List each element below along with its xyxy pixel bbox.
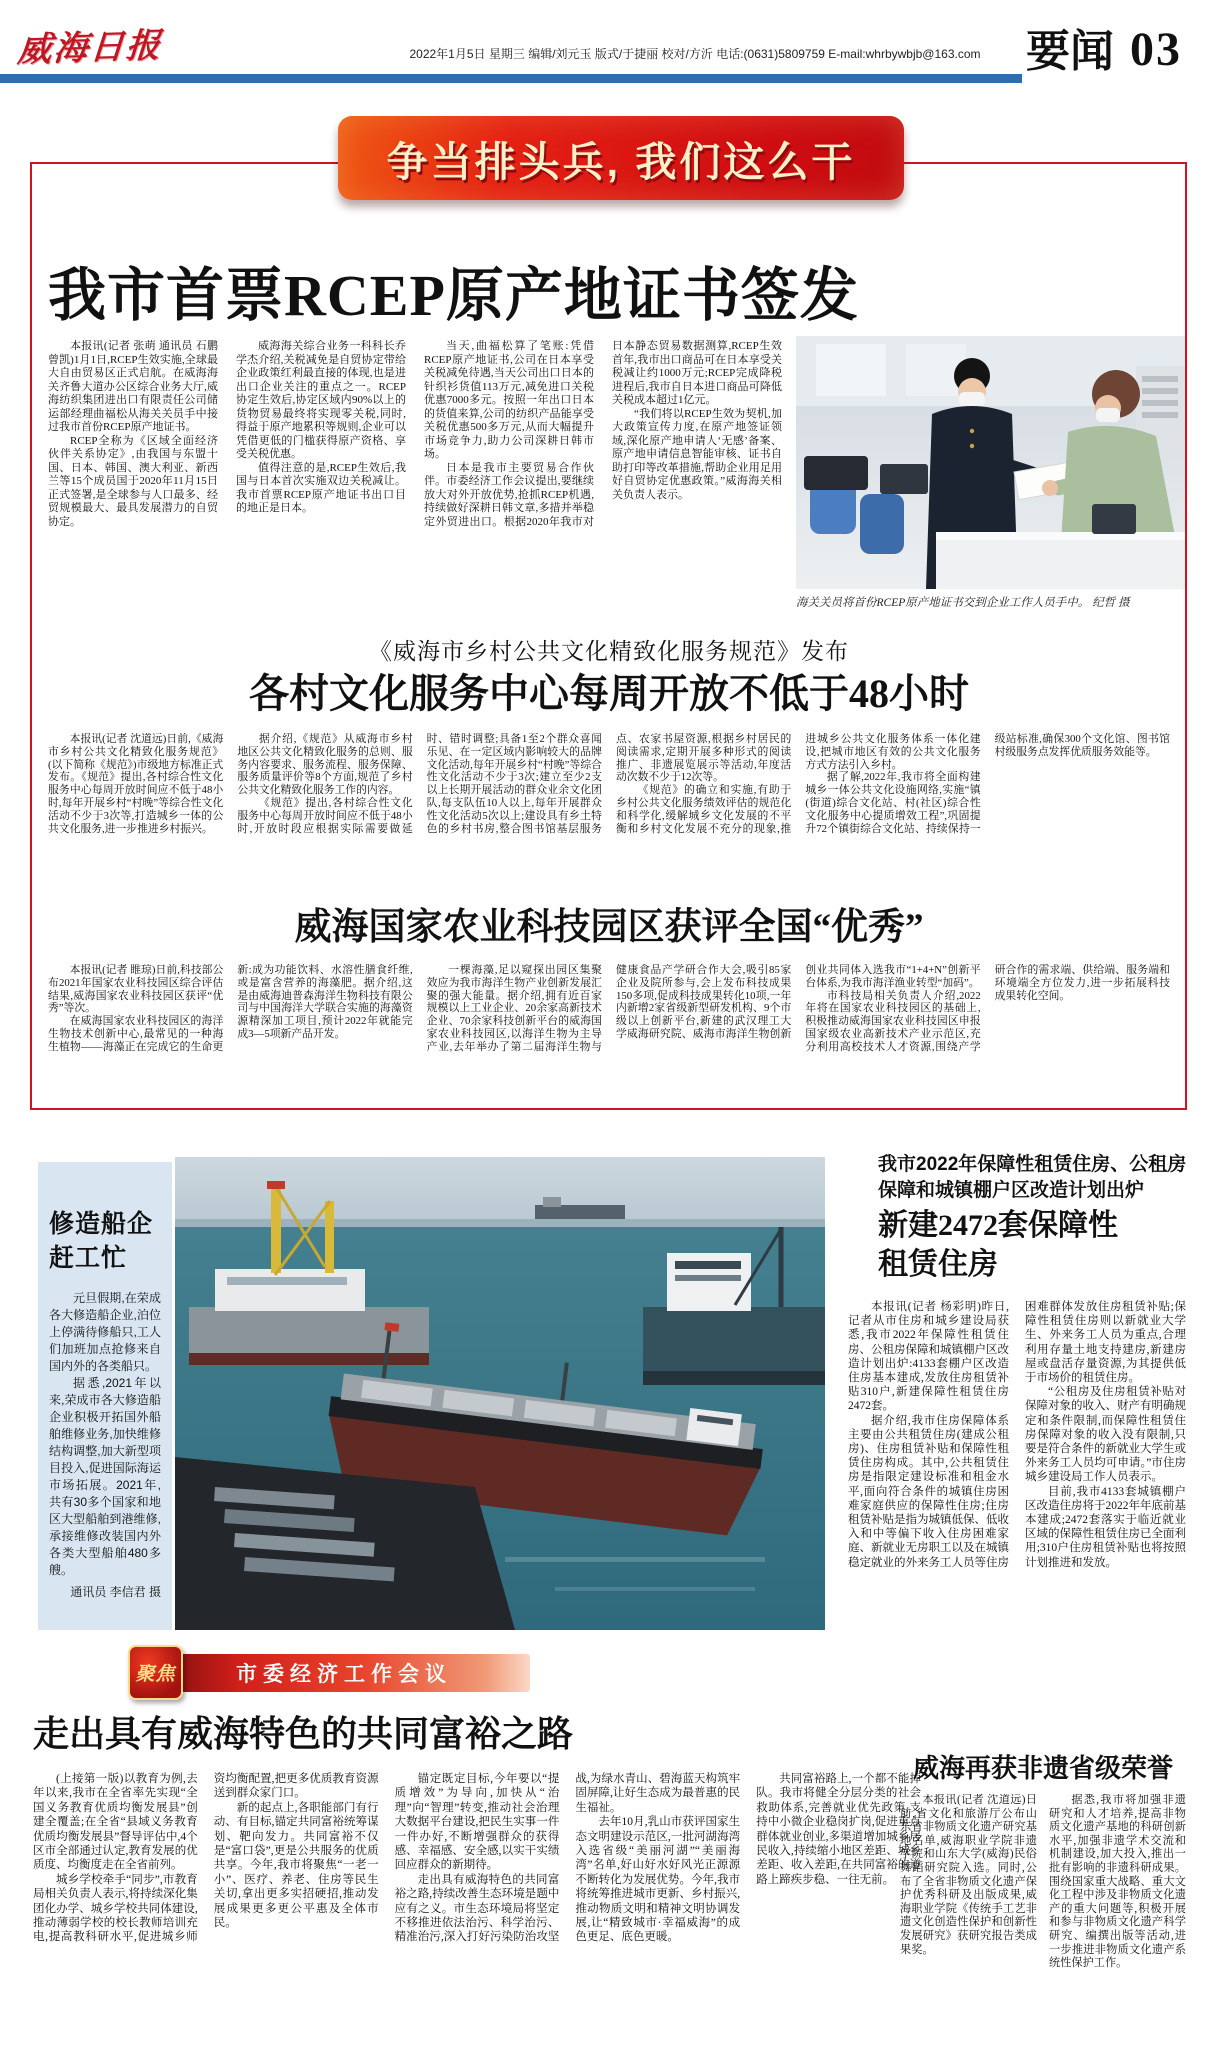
rcep-headline: 我市首票RCEP原产地证书签发 — [48, 263, 859, 328]
prosperity-article-body: (上接第一版)以教育为例,去年以来,我市在全省率先实现“全国义务教育优质均衡发展县”创建全覆盖;在全省“县域义务教育优质均衡发展县”督导评估中,4个区市全部通过认定,教育发展的优质度、均衡度走在全省前列。 城乡学校牵手“同步”,市教育局相关负责人表示,将持续深化集团化办学、城乡学校共同体建设,推动薄弱学校的校长教师培训充电,提高教科研水平,促进城乡师资均衡配置,把更多优质教育资源送到群众家门口。 新的起点上,各职能部门有行动、有目标,锚定共同富裕统筹谋划、靶向发力。共同富裕不仅是“富口袋”,更是公共服务的优质共享。今年,我市将聚焦“一老一小”、医疗、养老、住房等民生关切,拿出更多实招硬招,推动发展成果更多更公平惠及全体市民。 锚定既定目标,今年要以“提质增效”为导向,加快从“治理”向“智理”转变,推动社会治理大数据平台建设,把民生实事一件一件办好,不断增强群众的获得感、幸福感、安全感,以实干实绩回应群众的新期待。 走出具有威海特色的共同富裕之路,持续改善生态环境是题中应有之义。市生态环境局将坚定不移推进依法治污、科学治污、精准治污,深入打好污染防治攻坚战,为绿水青山、碧海蓝天构筑牢固屏障,让好生态成为最普惠的民生福祉。 去年10月,乳山市获评国家生态文明建设示范区,一批河湖海湾入选省级“美丽河湖”“美丽海湾”名单,好山好水好风光正源源不断转化为发展优势。今年,我市将统筹推进城市更新、乡村振兴,推动物质文明和精神文明协调发展,让“精致城市·幸福威海”的成色更足、底色更暖。 共同富裕路上,一个都不能掉队。我市将健全分层分类的社会救助体系,完善就业优先政策,支持中小微企业稳岗扩岗,促进重点群体就业创业,多渠道增加城乡居民收入,持续缩小地区差距、城乡差距、收入差距,在共同富裕的道路上蹄疾步稳、一往无前。 — [33, 1773, 921, 1944]
series-banner — [338, 116, 904, 200]
masthead-dateline: 2022年1月5日 星期三 编辑/刘元玉 版式/于捷丽 校对/方沂 电话:(0631)5809759 E-mail:whrbywbjb@163.com — [409, 47, 981, 61]
distant-ship — [535, 1205, 625, 1219]
housing-kicker-line2: 保障和城镇棚户区改造计划出炉 — [878, 1179, 1145, 1201]
shipyard-brief-body: 元旦假期,在荣成各大修造船企业,泊位上停满待修船只,工人们加班加点抢修来自国内外的各类船只。 据悉,2021年以来,荣成市各大修造船企业积极开拓国外船舶维修业务,加快维修结构调整,加大新型项目投入,促进国际海运市场拓展。2021年,共有30多个国家和地区大型船舶到港维修,承接维修改装国内外各类大型船舶480多艘。 — [49, 1290, 161, 1577]
focus-emblem-icon — [128, 1645, 183, 1700]
shipyard-brief-panel — [38, 1162, 172, 1630]
rcep-photo — [796, 336, 1185, 589]
masthead-rule — [0, 74, 1022, 83]
shipyard-photo — [175, 1157, 825, 1630]
rcep-article-body: 本报讯(记者 张萌 通讯员 石鹏 曾凯)1月1日,RCEP生效实施,全球最大自由贸易区正式启航。在威海海关齐鲁大道办公区综合业务大厅,威海纺织集团进出口有限责任公司储运部经理曲福松从海关关员手中接过我市首份RCEP原产地证书。 RCEP全称为《区域全面经济伙伴关系协定》,由我国与东盟十国、日本、韩国、澳大利亚、新西兰等15个成员国于2020年11月15日正式签署,是全球参与人口最多、经贸规模最大、最具发展潜力的自贸协定。 威海海关综合业务一科科长乔学杰介绍,关税减免是自贸协定带给企业政策红利最直接的体现,也是进出口企业关注的重点之一。RCEP协定生效后,协定区域内90%以上的货物贸易最终将实现零关税,同时,得益于原产地累积等规则,企业可以凭借更低的门槛获得原产资格、享受关税优惠。 值得注意的是,RCEP生效后,我国与日本首次实施双边关税减让。我市首票RCEP原产地证书出口目的地正是日本。 当天,曲福松算了笔账:凭借RCEP原产地证书,公司在日本享受关税减免待遇,当天公司出口日本的针织衫货值113万元,减免进口关税优惠7000多元。按照一年出口日本的货值来算,公司的纺织产品能享受关税优惠500多万元,从而大幅提升市场竞争力,助力公司深耕日韩市场。 日本是我市主要贸易合作伙伴。市委经济工作会议提出,要继续放大对外开放优势,抢抓RCEP机遇,持续做好深耕日韩文章,多措并举稳定外贸进出口。根据2020年我市对日本静态贸易数据测算,RCEP生效首年,我市出口商品可在日本享受关税减让约1000万元;RCEP完成降税进程后,我市自日本进口商品可降低关税成本超过1亿元。 “我们将以RCEP生效为契机,加大政策宣传力度,在原产地签证领域,深化原产地申请人‘无感’备案、原产地申请信息智能审核、证书自助打印等改革措施,帮助企业用足用好自贸协定优惠政策。”威海海关相关负责人表示。 — [48, 340, 782, 528]
culture-article-body: 本报讯(记者 沈道远)日前,《威海市乡村公共文化精致化服务规范》(以下简称《规范》)市级地方标准正式发布。《规范》提出,各村综合性文化服务中心每周开放时间应不低于48小时,每年开展乡村“村晚”等综合性文化活动不少于3次等,打造城乡一体的公共文化服务,进一步推进乡村振兴。 据介绍,《规范》从威海市乡村地区公共文化精致化服务的总则、服务内容要求、服务流程、服务保障、服务质量评价等8个方面,规范了乡村公共文化精致化服务工作的内容。 《规范》提出,各村综合性文化服务中心每周开放时间应不低于48小时,开放时段应根据实际需要做延时、错时调整;具备1至2个群众喜闻乐见、在一定区域内影响较大的品牌文化活动,每年开展乡村“村晚”等综合性文化活动不少于3次;建立至少2支以上长期开展活动的群众业余文化团队,每支队伍10人以上,每年开展群众性文化活动5次以上;建设具有乡土特色的乡村书房,整合图书馆基层服务点、农家书屋资源,根据乡村居民的阅读需求,定期开展多种形式的阅读推广、非遗展览展示等活动,年度活动次数不少于12次等。 《规范》的确立和实施,有助于乡村公共文化服务绩效评估的规范化和科学化,缓解城乡文化发展的不平衡和乡村文化发展不充分的现象,推进城乡公共文化服务体系一体化建设,把城市地区有效的公共文化服务方式方法引入乡村。 据了解,2022年,我市将全面构建城乡一体公共文化设施网络,实施“镇(街道)综合文化站、村(社区)综合性文化服务中心提质增效工程”,巩固提升72个镇街综合文化站、持续保持一级站标准,确保300个文化馆、图书馆村级服务点发挥优质服务效能等。 — [48, 733, 1170, 835]
rcep-photo-caption: 海关关员将首份RCEP原产地证书交到企业工作人员手中。 纪哲 摄 — [796, 597, 1130, 609]
heritage-headline: 威海再获非遗省级荣誉 — [912, 1754, 1173, 1783]
housing-headline-line1: 新建2472套保障性 — [878, 1209, 1118, 1242]
series-banner-label: 争当排头兵, 我们这么干 — [386, 138, 856, 185]
shipyard-title-line1: 修造船企 — [49, 1211, 154, 1238]
housing-headline — [878, 1206, 1190, 1284]
agritech-headline: 威海国家农业科技园区获评全国“优秀” — [294, 907, 924, 948]
page-number: 03 — [1130, 23, 1182, 76]
focus-emblem-label: 聚焦 — [135, 1664, 176, 1685]
culture-kicker: 《威海市乡村公共文化精致化服务规范》发布 — [369, 639, 849, 664]
housing-headline-line2: 租赁住房 — [878, 1248, 998, 1281]
shipyard-harbor-scene — [175, 1157, 825, 1630]
customs-office-scene — [796, 336, 1185, 589]
heritage-article-body: 本报讯(记者 沈道远)日前,省文化和旅游厅公布山东省非物质文化遗产研究基地名单,威海职业学院非遗学院和山东大学(威海)民俗舞蹈研究院入选。同时,公布了全省非物质文化遗产保护优秀科研及出版成果,威海职业学院《传统手工艺非遗文化创造性保护和创新性发展研究》获研究报告类成果奖。 据悉,我市将加强非遗研究和人才培养,提高非物质文化遗产基地的科研创新水平,加强非遗学术交流和机制建设,加大投入,推出一批有影响的非遗科研成果。围绕国家重大战略、重大文化工程中涉及非物质文化遗产的重大问题等,积极开展和参与非物质文化遗产科学研究、编撰出版等活动,进一步推进非物质文化遗产系统性保护工作。 — [900, 1794, 1186, 1970]
section-name: 要闻 — [1026, 27, 1114, 76]
service-counter — [936, 536, 1185, 589]
shipyard-title-line2: 赶工忙 — [49, 1244, 128, 1272]
prosperity-headline: 走出具有威海特色的共同富裕之路 — [33, 1714, 574, 1754]
housing-kicker-line1: 我市2022年保障性租赁住房、公租房 — [878, 1154, 1187, 1175]
shipyard-byline: 通讯员 李信君 摄 — [70, 1584, 161, 1599]
housing-article-body: 本报讯(记者 杨彩明)昨日,记者从市住房和城乡建设局获悉,我市2022年保障性租赁住房、公租房保障和城镇棚户区改造计划出炉:4133套棚户区改造住房基本建成,发放住房租赁补贴310户,新建保障性租赁住房2472套。 据介绍,我市住房保障体系主要由公共租赁住房(建成公租房)、住房租赁补贴和保障性租赁住房构成。其中,公共租赁住房是指限定建设标准和租金水平,面向符合条件的城镇住房困难家庭供应的保障性住房;住房租赁补贴是指为城镇低保、低收入和中等偏下收入住房困难家庭、新就业无房职工以及在城镇稳定就业的外来务工人员等住房困难群体发放住房租赁补贴;保障性租赁住房则以新就业大学生、外来务工人员为重点,合理利用存量土地支持建房,新建房屋或盘活存量资源,为其提供低于市场价的租赁住房。 “公租房及住房租赁补贴对保障对象的收入、财产有明确规定和条件限制,而保障性租赁住房保障对象的收入没有限制,只要是符合条件的新就业大学生或外来务工人员均可申请。”市住房城乡建设局工作人员表示。 目前,我市4133套城镇棚户区改造住房将于2022年年底前基本建成;2472套落实于临近就业区域的保障性租赁住房已全面利用;310户住房租赁补贴也将按照计划推进和发放。 — [848, 1301, 1186, 1569]
housing-kicker — [878, 1152, 1190, 1203]
section-header — [1026, 23, 1182, 76]
focus-banner-title: 市委经济工作会议 — [236, 1663, 452, 1686]
agritech-article-body: 本报讯(记者 睢琼)日前,科技部公布2021年国家农业科技园区综合评估结果,威海国家农业科技园区获评“优秀”等次。 在威海国家农业科技园区的海洋生物技术创新中心,最常见的一种海生植物——海藻正在完成它的生命更新:成为功能饮料、水溶性膳食纤维,或是富含营养的海藻肥。据介绍,这是由威海迪普森海洋生物科技有限公司与中国海洋大学联合实施的海藻资源精深加工项目,预计2022年就能完成3—5项新产品开发。 一棵海藻,足以窥探出园区集聚效应为我市海洋生物产业创新发展汇聚的强大能量。据介绍,拥有近百家规模以上工业企业、20余家高新技术企业、70余家科技创新平台的威海国家农业科技园区,以海洋生物为主导产业,去年举办了第二届海洋生物与健康食品产学研合作大会,吸引85家企业及院所参与,会上发布科技成果150多项,促成科技成果转化10项,一年内新增2家省级新型研发机构、9个市级以上创新平台,新建的武汉理工大学威海研究院、威海市海洋生物创新创业共同体入选我市“1+4+N”创新平台体系,为我市海洋渔业转型“加码”。 市科技局相关负责人介绍,2022年将在国家农业科技园区的基础上,积极推动威海国家农业科技园区申报国家级农业高新技术产业示范区,充分利用高校技术人才资源,围绕产学研合作的需求端、供给端、服务端和环境端全方位发力,进一步拓展科技成果转化空间。 — [48, 964, 1170, 1053]
newspaper-logo: 威海日报 — [16, 27, 164, 70]
focus-banner — [158, 1654, 530, 1692]
culture-headline: 各村文化服务中心每周开放不低于48小时 — [249, 671, 969, 716]
